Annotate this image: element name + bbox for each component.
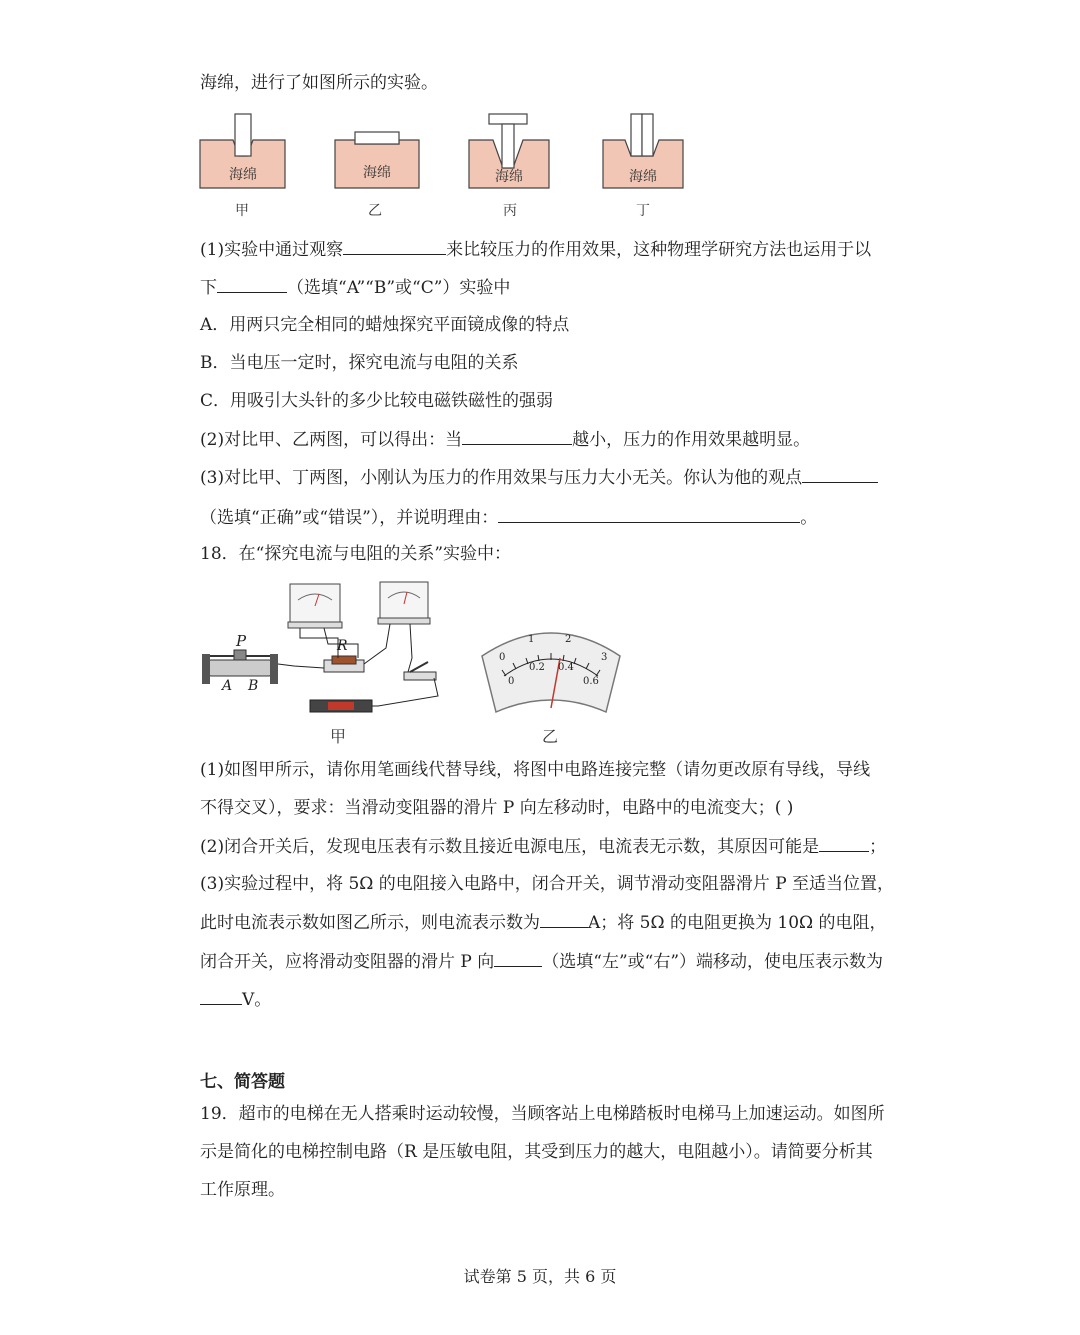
meter-tick-bottom-0: 0	[508, 676, 515, 687]
sponge-label-1: 海绵	[229, 167, 257, 183]
q19-line2: 示是简化的电梯控制电路（R 是压敏电阻，其受到压力的越大，电阻越小）。请简要分析其	[200, 1142, 873, 1162]
ammeter-figure-yi	[478, 624, 624, 722]
sponge-label-2: 海绵	[363, 165, 391, 181]
meter-2	[378, 582, 430, 624]
meter-tick-bottom-3: 0.6	[583, 676, 599, 687]
answer-blank[interactable]	[802, 466, 878, 483]
q18-part2: (2)闭合开关后，发现电压表有示数且接近电源电压，电流表无示数，其原因可能是 ；	[200, 837, 887, 857]
meter-tick-bottom-1: 0.2	[529, 662, 545, 673]
q18-part3-line4: V。	[200, 988, 271, 1011]
answer-blank[interactable]	[494, 950, 542, 967]
q18-part1-line1: (1)如图甲所示，请你用笔画线代替导线，将图中电路连接完整（请勿更改原有导线，导线	[200, 760, 871, 780]
q17-part1-line2: 下 （选填“A”“B”或“C”）实验中	[200, 278, 511, 298]
meter-tick-top-1: 1	[528, 634, 535, 645]
page-footer: 试卷第 5 页，共 6 页	[463, 1267, 617, 1286]
section-heading: 七、简答题	[200, 1072, 285, 1092]
q18-part3-line1: (3)实验过程中，将 5Ω 的电阻接入电路中，闭合开关，调节滑动变阻器滑片 P 至适当位置，	[200, 874, 895, 894]
q17-option-a: A．用两只完全相同的蜡烛探究平面镜成像的特点	[200, 315, 570, 335]
battery	[310, 700, 372, 712]
label-a: A	[222, 678, 233, 694]
q18-title: 18．在“探究电流与电阻的关系”实验中：	[200, 544, 512, 564]
meter-tick-top-3: 3	[601, 652, 608, 663]
q18-part3-line3: 闭合开关，应将滑动变阻器的滑片 P 向 （选填“左”或“右”）端移动，使电压表示数为	[200, 952, 884, 972]
label-r: R	[337, 638, 348, 654]
meter-tick-bottom-2: 0.4	[558, 662, 574, 673]
q17-part1-line1: (1)实验中通过观察 来比较压力的作用效果，这种物理学研究方法也运用于以	[200, 240, 872, 260]
answer-blank[interactable]	[200, 988, 242, 1005]
sponge-label-4: 海绵	[629, 169, 657, 185]
q18-part1-line2: 不得交叉），要求：当滑动变阻器的滑片 P 向左移动时，电路中的电流变大；( )	[200, 798, 794, 818]
q17-part3-line2: （选填“正确”或“错误”），并说明理由： 。	[200, 508, 818, 528]
caption-meter-yi: 乙	[541, 727, 558, 746]
sponge-label-3: 海绵	[495, 169, 523, 185]
answer-blank[interactable]	[819, 835, 869, 852]
sponge-experiment-figure	[195, 108, 695, 220]
label-b: B	[248, 678, 259, 694]
q19-line3: 工作原理。	[200, 1180, 285, 1200]
label-p: P	[236, 632, 247, 650]
caption-ding: 丁	[636, 203, 650, 219]
q17-option-c: C．用吸引大头针的多少比较电磁铁磁性的强弱	[200, 391, 554, 411]
answer-blank[interactable]	[498, 506, 800, 523]
caption-circuit-jia: 甲	[329, 727, 346, 746]
q18-part3-line2: 此时电流表示数如图乙所示，则电流表示数为 A；将 5Ω 的电阻更换为 10Ω 的电阻，	[200, 913, 887, 933]
answer-blank[interactable]	[217, 276, 287, 293]
q17-option-b: B．当电压一定时，探究电流与电阻的关系	[200, 353, 519, 373]
answer-blank[interactable]	[462, 428, 572, 445]
q19-line1: 19．超市的电梯在无人搭乘时运动较慢，当顾客站上电梯踏板时电梯马上加速运动。如图所	[200, 1104, 885, 1124]
rheostat	[202, 650, 278, 684]
meter-tick-top-0: 0	[499, 652, 506, 663]
intro-text: 海绵，进行了如图所示的实验。	[200, 73, 438, 93]
caption-yi: 乙	[368, 203, 382, 219]
answer-blank[interactable]	[343, 238, 446, 255]
caption-jia: 甲	[235, 203, 249, 219]
caption-bing: 丙	[503, 203, 517, 219]
q17-part2: (2)对比甲、乙两图，可以得出：当 越小，压力的作用效果越明显。	[200, 430, 811, 450]
q17-part3-line1: (3)对比甲、丁两图，小刚认为压力的作用效果与压力大小无关。你认为他的观点	[200, 466, 878, 489]
answer-blank[interactable]	[540, 911, 588, 928]
meter-tick-top-2: 2	[565, 634, 572, 645]
meter-1	[288, 584, 342, 628]
resistor-r	[324, 656, 364, 672]
